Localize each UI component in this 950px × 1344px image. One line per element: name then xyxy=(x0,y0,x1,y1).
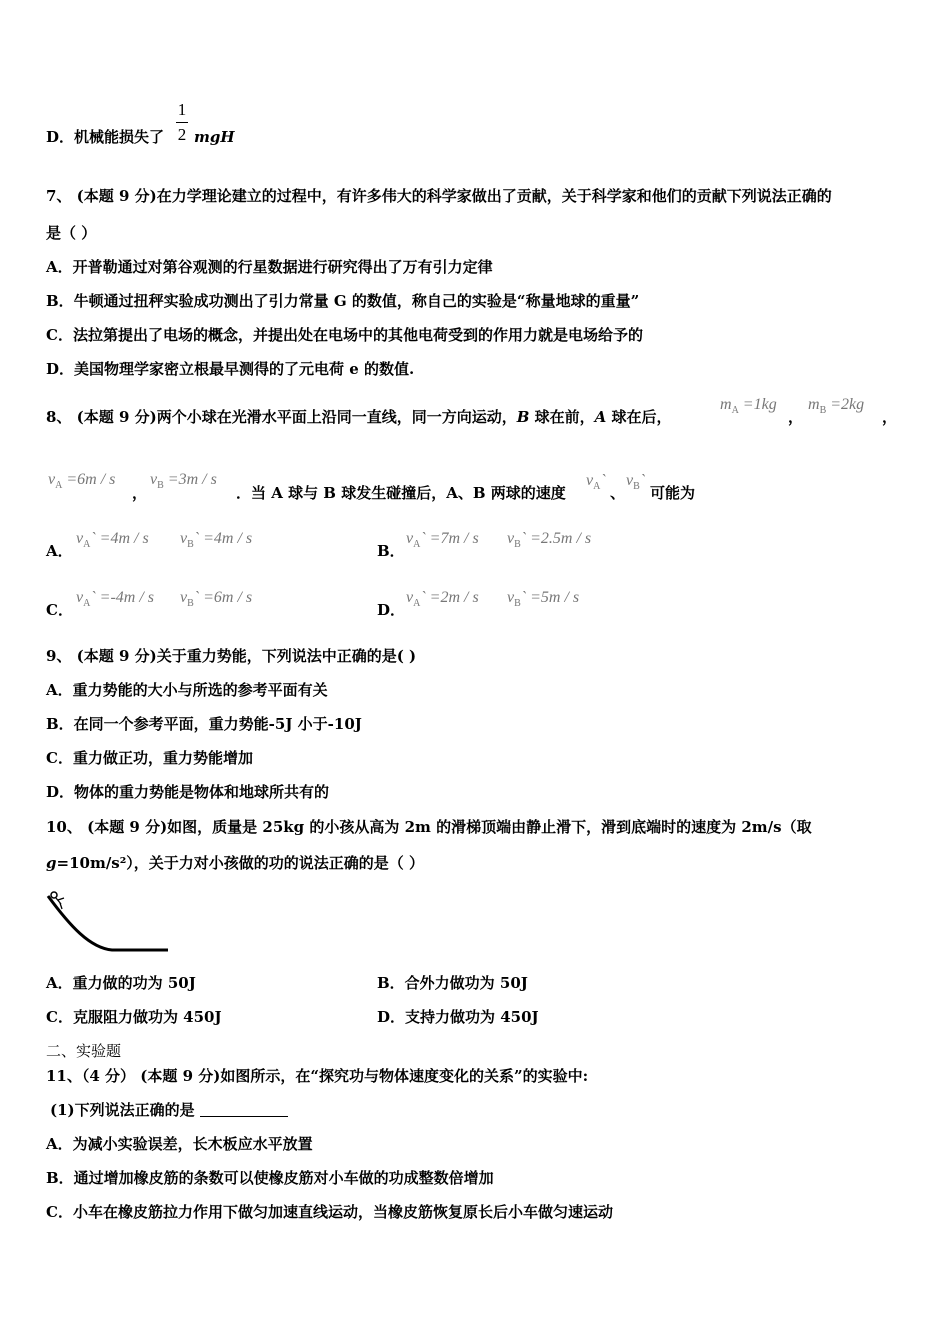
q9-option-a: A．重力势能的大小与所选的参考平面有关 xyxy=(46,681,328,699)
q10-option-c: C．克服阻力做功为 450J xyxy=(46,1008,222,1026)
q6-option-d-mgh: mgH xyxy=(194,128,235,146)
q8-stem-line1: 8、 (本题 9 分)两个小球在光滑水平面上沿同一直线，同一方向运动，B 球在前，A 球在后， xyxy=(46,408,672,426)
q8-velocity-a: $v_A =6m / s$ xyxy=(48,471,116,491)
q11-option-c: C．小车在橡皮筋拉力作用下做匀加速直线运动，当橡皮筋恢复原长后小车做匀速运动 xyxy=(46,1203,613,1221)
q8-stem-line2: ．当 A 球与 B 球发生碰撞后，A、B 两球的速度 xyxy=(236,484,566,502)
q10-option-d: D．支持力做功为 450J xyxy=(377,1008,539,1026)
q8-comma-2: ， xyxy=(882,408,898,426)
q8-velocity-a-prime: $v_A`$ xyxy=(586,472,606,492)
q8-option-c-va: $v_A` =-4m / s$ xyxy=(76,589,155,609)
child-head xyxy=(51,892,57,898)
q8-separator: 、 xyxy=(610,484,626,502)
q7-option-b: B．牛顿通过扭秤实验成功测出了引力常量 G 的数值，称自己的实验是“称量地球的重量” xyxy=(46,292,640,310)
q8-velocity-b-prime: $v_B`$ xyxy=(626,472,646,492)
q10-stem-line2: g=10m/s²），关于力对小孩做的功的说法正确的是（ ） xyxy=(46,854,425,872)
q7-option-d: D．美国物理学家密立根最早测得的了元电荷 e 的数值. xyxy=(46,360,415,378)
q9-stem: 9、 (本题 9 分)关于重力势能，下列说法中正确的是( ) xyxy=(46,647,417,665)
q8-option-b-vb: $v_B` =2.5m / s$ xyxy=(507,530,592,550)
q6-fraction xyxy=(176,100,188,145)
q8-option-c-vb: $v_B` =6m / s$ xyxy=(180,589,253,609)
fraction-numerator: 1 xyxy=(177,100,187,119)
answer-blank[interactable] xyxy=(200,1102,288,1117)
q10-option-b: B．合外力做功为 50J xyxy=(377,974,528,992)
q11-sub1: (1)下列说法正确的是 xyxy=(50,1100,288,1120)
q11-option-b: B．通过增加橡皮筋的条数可以使橡皮筋对小车做的功成整数倍增加 xyxy=(46,1169,494,1187)
q8-option-b-label: B． xyxy=(377,542,405,560)
q9-option-c: C．重力做正功，重力势能增加 xyxy=(46,749,253,767)
q8-option-b-va: $v_A` =7m / s$ xyxy=(406,530,479,550)
q8-mass-b: $m_B =2kg$ xyxy=(808,396,865,416)
q11-stem: 11、（4 分） (本题 9 分)如图所示，在“探究功与物体速度变化的关系”的实验中: xyxy=(46,1067,589,1085)
q8-option-a-label: A． xyxy=(46,542,73,560)
q7-stem-line2: 是（ ） xyxy=(46,224,97,242)
q7-stem-line1: 7、 (本题 9 分)在力学理论建立的过程中，有许多伟大的科学家做出了贡献，关于科学家和他们的贡献下列说法正确的 xyxy=(46,187,832,205)
q10-stem-line1: 10、 (本题 9 分)如图，质量是 25kg 的小孩从高为 2m 的滑梯顶端由静止滑下，滑到底端时的速度为 2m/s（取 xyxy=(46,818,812,836)
q8-option-a-va: $v_A` =4m / s$ xyxy=(76,530,149,550)
q8-option-c-label: C． xyxy=(46,601,73,619)
fraction-denominator: 2 xyxy=(177,125,187,144)
slide-curve xyxy=(48,896,168,950)
fraction-bar xyxy=(176,122,188,123)
q11-option-a: A．为减小实验误差，长木板应水平放置 xyxy=(46,1135,313,1153)
q9-option-d: D．物体的重力势能是物体和地球所共有的 xyxy=(46,783,330,801)
q8-option-d-vb: $v_B` =5m / s$ xyxy=(507,589,580,609)
q6-option-d: D．机械能损失了 xyxy=(46,128,165,146)
q7-option-a: A．开普勒通过对第谷观测的行星数据进行研究得出了万有引力定律 xyxy=(46,258,493,276)
q8-velocity-b: $v_B =3m / s$ xyxy=(150,471,217,491)
q8-option-a-vb: $v_B` =4m / s$ xyxy=(180,530,253,550)
q8-stem-end: 可能为 xyxy=(650,484,696,502)
q8-option-d-label: D． xyxy=(377,601,406,619)
q8-comma: ， xyxy=(788,408,804,426)
q8-option-d-va: $v_A` =2m / s$ xyxy=(406,589,479,609)
q10-option-a: A．重力做的功为 50J xyxy=(46,974,196,992)
q7-option-c: C．法拉第提出了电场的概念，并提出处在电场中的其他电荷受到的作用力就是电场给予的 xyxy=(46,326,643,344)
q9-option-b: B．在同一个参考平面，重力势能-5J 小于-10J xyxy=(46,715,362,733)
q8-mass-a: $m_A =1kg$ xyxy=(720,396,777,416)
q8-comma-3: ， xyxy=(132,484,148,502)
section-title: 二、实验题 xyxy=(46,1042,122,1060)
slide-figure xyxy=(42,886,174,958)
